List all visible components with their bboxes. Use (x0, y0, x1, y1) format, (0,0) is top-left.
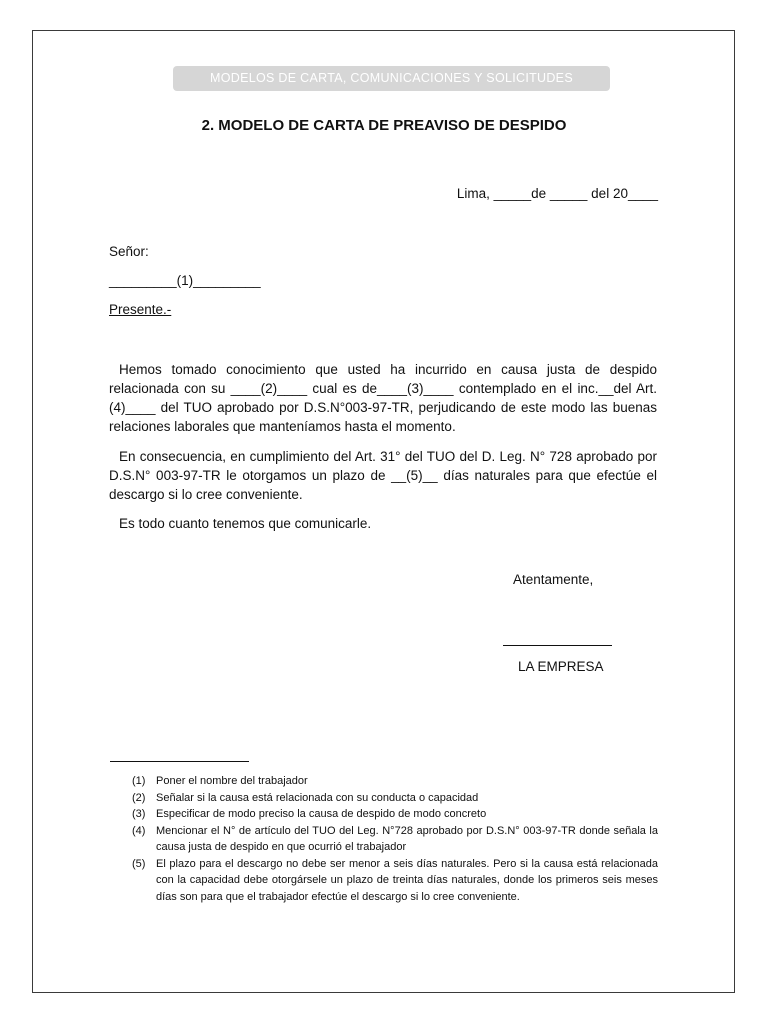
recipient-name-line: _________(1)_________ (109, 273, 261, 288)
body-paragraph-3 (109, 514, 657, 533)
section-banner: MODELOS DE CARTA, COMUNICACIONES Y SOLICITUDES (173, 66, 610, 91)
body-paragraph-1 (109, 360, 657, 436)
footnotes-list (132, 773, 658, 905)
footnote-text: El plazo para el descargo no debe ser menor a seis días naturales. Pero si la causa está relacionada con la capacidad debe otorgársele un plazo de treinta días naturales, donde los primeros seis meses días son para que el trabajador efectúe el descargo si lo cree conveniente. (156, 857, 658, 903)
footnote-text: Mencionar el N° de artículo del TUO del Leg. N°728 aprobado por D.S.N° 003-97-TR donde señala la causa justa de despido en que ocurrió el trabajador (156, 824, 658, 853)
paragraph-2-text: En consecuencia, en cumplimiento del Art. 31° del TUO del D. Leg. N° 728 aprobado por D.S.N° 003-97-TR le otorgamos un plazo de __(5)__ días naturales para que efectúe el descargo si lo cree conveniente. (109, 449, 657, 502)
footnote-number: (5) (132, 857, 146, 870)
footnote-item (132, 823, 658, 856)
closing-regards: Atentamente, (513, 572, 594, 587)
paragraph-3-text: Es todo cuanto tenemos que comunicarle. (119, 516, 372, 531)
presente-label: Presente.- (109, 302, 172, 317)
footnote-item (132, 806, 658, 823)
footnote-item (132, 773, 658, 790)
signature-line (503, 645, 612, 646)
footnote-number: (3) (132, 808, 146, 820)
footnote-separator (110, 761, 249, 762)
footnote-number: (2) (132, 791, 146, 804)
footnote-text: Especificar de modo preciso la causa de despido de modo concreto (156, 808, 487, 820)
footnote-text: Señalar si la causa está relacionada con su conducta o capacidad (156, 791, 479, 804)
body-paragraph-2 (109, 447, 657, 504)
footnote-number: (4) (132, 824, 146, 837)
document-title: 2. MODELO DE CARTA DE PREAVISO DE DESPIDO (201, 117, 567, 134)
salutation: Señor: (109, 244, 149, 259)
footnote-item (132, 790, 658, 807)
footnote-item (132, 856, 658, 906)
signature-name: LA EMPRESA (518, 659, 604, 674)
paragraph-1-text: Hemos tomado conocimiento que usted ha incurrido en causa justa de despido relacionada con su ____(2)____ cual es de____(3)____ contemplado en el inc.__del Art.(4)____ del TUO aprobado por D.S.N°003-97-TR, perjudicando de este modo las buenas relaciones laborales que manteníamos hasta el momento. (109, 362, 657, 434)
footnote-text: Poner el nombre del trabajador (156, 775, 308, 787)
date-line: Lima, _____de _____ del 20____ (456, 186, 658, 201)
footnote-number: (1) (132, 775, 146, 787)
